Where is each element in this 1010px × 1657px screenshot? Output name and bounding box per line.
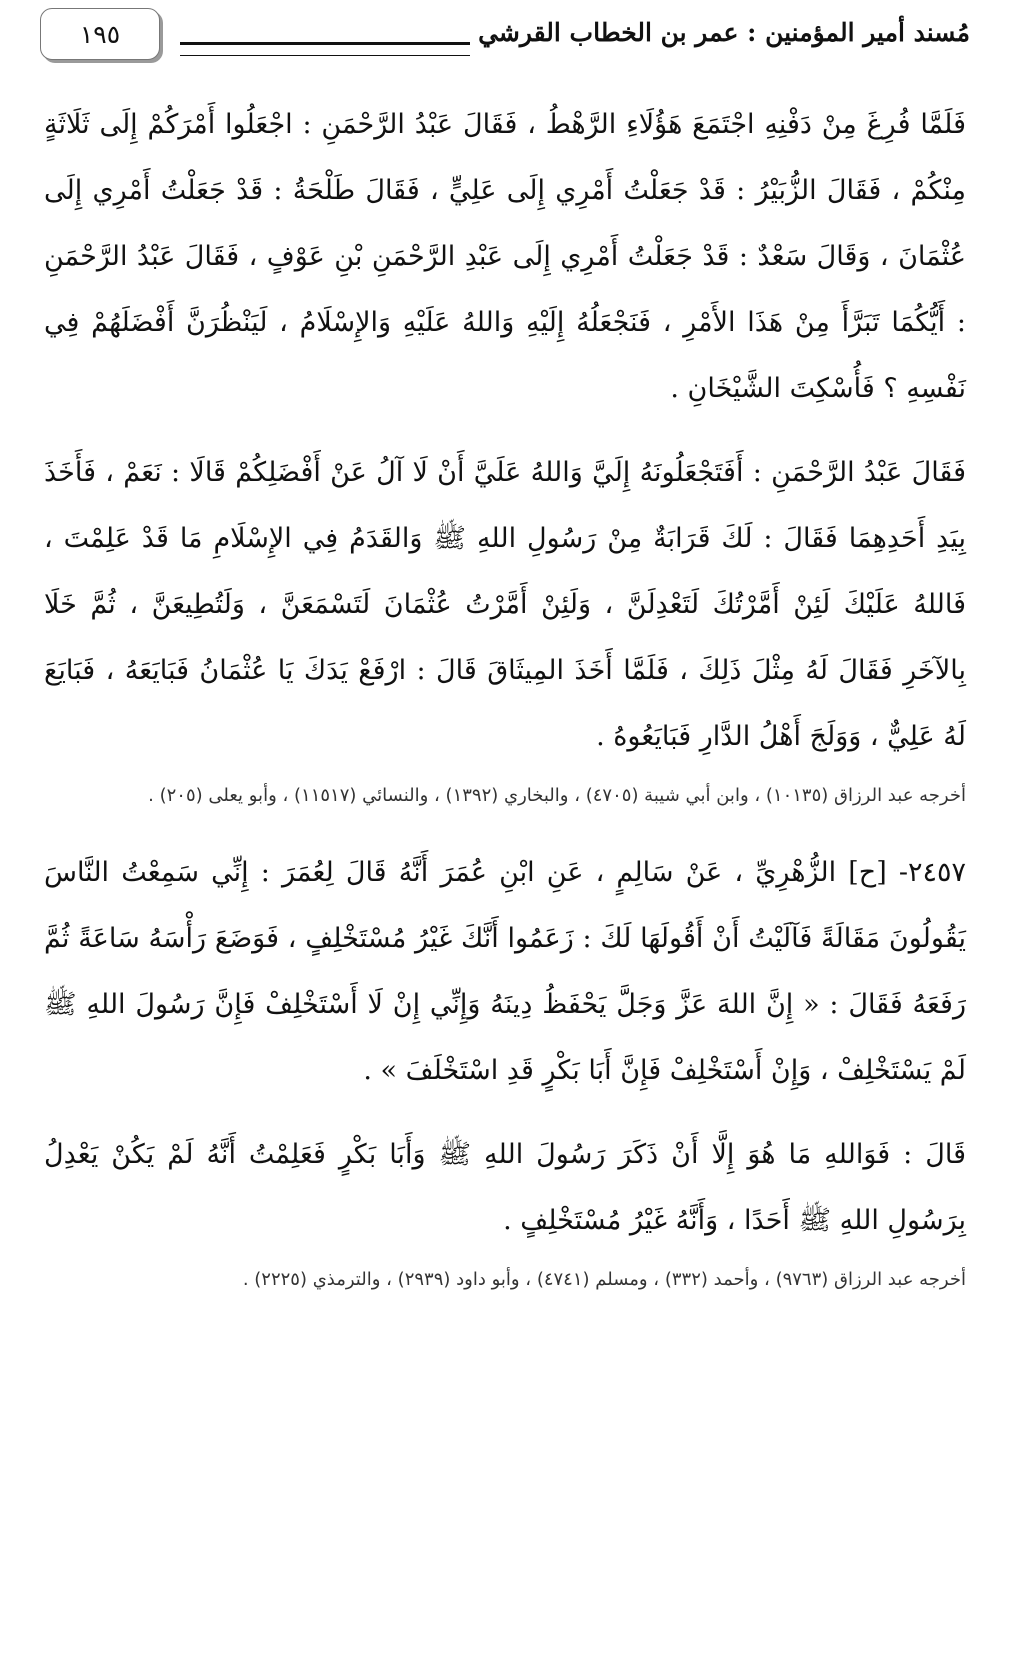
page-header — [40, 8, 970, 66]
running-title: مُسند أمير المؤمنين : عمر بن الخطاب القرشي — [478, 18, 970, 47]
paragraph-abd-al-rahman-pledge: فَقَالَ عَبْدُ الرَّحْمَنِ : أَفَتَجْعَلُونَهُ إِلَيَّ وَاللهُ عَلَيَّ أَنْ لَا آلُ عَنْ أَفْضَلِكُمْ قَالَا : نَعَمْ ، فَأَخَذَ بِيَدِ أَحَدِهِمَا فَقَالَ : لَكَ قَرَابَةٌ مِنْ رَسُولِ اللهِ ﷺ وَالقَدَمُ فِي الإِسْلَامِ مَا قَدْ عَلِمْتَ ، فَاللهُ عَلَيْكَ لَئِنْ أَمَّرْتُكَ لَتَعْدِلَنَّ ، وَلَئِنْ أَمَّرْتُ عُثْمَانَ لَتَسْمَعَنَّ ، وَلَتُطِيعَنَّ ، ثُمَّ خَلَا بِالآخَرِ فَقَالَ لَهُ مِثْلَ ذَلِكَ ، فَلَمَّا أَخَذَ المِيثَاقَ قَالَ : ارْفَعْ يَدَكَ يَا عُثْمَانُ فَبَايَعَهُ ، فَبَايَعَ لَهُ عَلِيٌّ ، وَوَلَجَ أَهْلُ الدَّارِ فَبَايَعُوهُ . — [44, 457, 966, 752]
footnote-takhrij-2: أخرجه عبد الرزاق (٩٧٦٣) ، وأحمد (٣٣٢) ، ومسلم (٤٧٤١) ، وأبو داود (٢٩٣٩) ، والترمذي (٢٢٢٥) . — [242, 1269, 966, 1290]
footnote-takhrij-1: أخرجه عبد الرزاق (١٠١٣٥) ، وابن أبي شيبة (٤٧٠٥) ، والبخاري (١٣٩٢) ، والنسائي (١١٥١٧) ، وأبو يعلى (٢٠٥) . — [148, 785, 966, 806]
paragraph-ibn-umar-remark: قَالَ : فَوَاللهِ مَا هُوَ إِلَّا أَنْ ذَكَرَ رَسُولَ اللهِ ﷺ وَأَبَا بَكْرٍ فَعَلِمْتُ أَنَّهُ لَمْ يَكُنْ يَعْدِلُ بِرَسُولِ اللهِ ﷺ أَحَدًا ، وَأَنَّهُ غَيْرُ مُسْتَخْلِفٍ . — [44, 1139, 966, 1236]
page-number: ١٩٥ — [40, 8, 160, 60]
page-content — [44, 92, 966, 1300]
header-rule — [180, 42, 470, 56]
paragraph-burial-council: فَلَمَّا فُرِغَ مِنْ دَفْنِهِ اجْتَمَعَ هَؤُلَاءِ الرَّهْطُ ، فَقَالَ عَبْدُ الرَّحْمَنِ : اجْعَلُوا أَمْرَكُمْ إِلَى ثَلَاثَةٍ مِنْكُمْ ، فَقَالَ الزُّبَيْرُ : قَدْ جَعَلْتُ أَمْرِي إِلَى عَلِيٍّ ، فَقَالَ طَلْحَةُ : قَدْ جَعَلْتُ أَمْرِي إِلَى عُثْمَانَ ، وَقَالَ سَعْدٌ : قَدْ جَعَلْتُ أَمْرِي إِلَى عَبْدِ الرَّحْمَنِ بْنِ عَوْفٍ ، فَقَالَ عَبْدُ الرَّحْمَنِ : أَيُّكُمَا تَبَرَّأَ مِنْ هَذَا الأَمْرِ ، فَنَجْعَلُهُ إِلَيْهِ وَاللهُ عَلَيْهِ وَالإِسْلَامُ ، لَيَنْظُرَنَّ أَفْضَلَهُمْ فِي نَفْسِهِ ؟ فَأُسْكِتَ الشَّيْخَانِ . — [44, 109, 966, 404]
hadith-2457: ٢٤٥٧- [ح] الزُّهْرِيِّ ، عَنْ سَالِمٍ ، عَنِ ابْنِ عُمَرَ أَنَّهُ قَالَ لِعُمَرَ : إِنِّي سَمِعْتُ النَّاسَ يَقُولُونَ مَقَالَةً فَآلَيْتُ أَنْ أَقُولَهَا لَكَ : زَعَمُوا أَنَّكَ غَيْرُ مُسْتَخْلِفٍ ، فَوَضَعَ رَأْسَهُ سَاعَةً ثُمَّ رَفَعَهُ فَقَالَ : « إِنَّ اللهَ عَزَّ وَجَلَّ يَحْفَظُ دِينَهُ وَإِنِّي إِنْ لَا أَسْتَخْلِفْ فَإِنَّ رَسُولَ اللهِ ﷺ لَمْ يَسْتَخْلِفْ ، وَإِنْ أَسْتَخْلِفْ فَإِنَّ أَبَا بَكْرٍ قَدِ اسْتَخْلَفَ » . — [44, 857, 966, 1086]
